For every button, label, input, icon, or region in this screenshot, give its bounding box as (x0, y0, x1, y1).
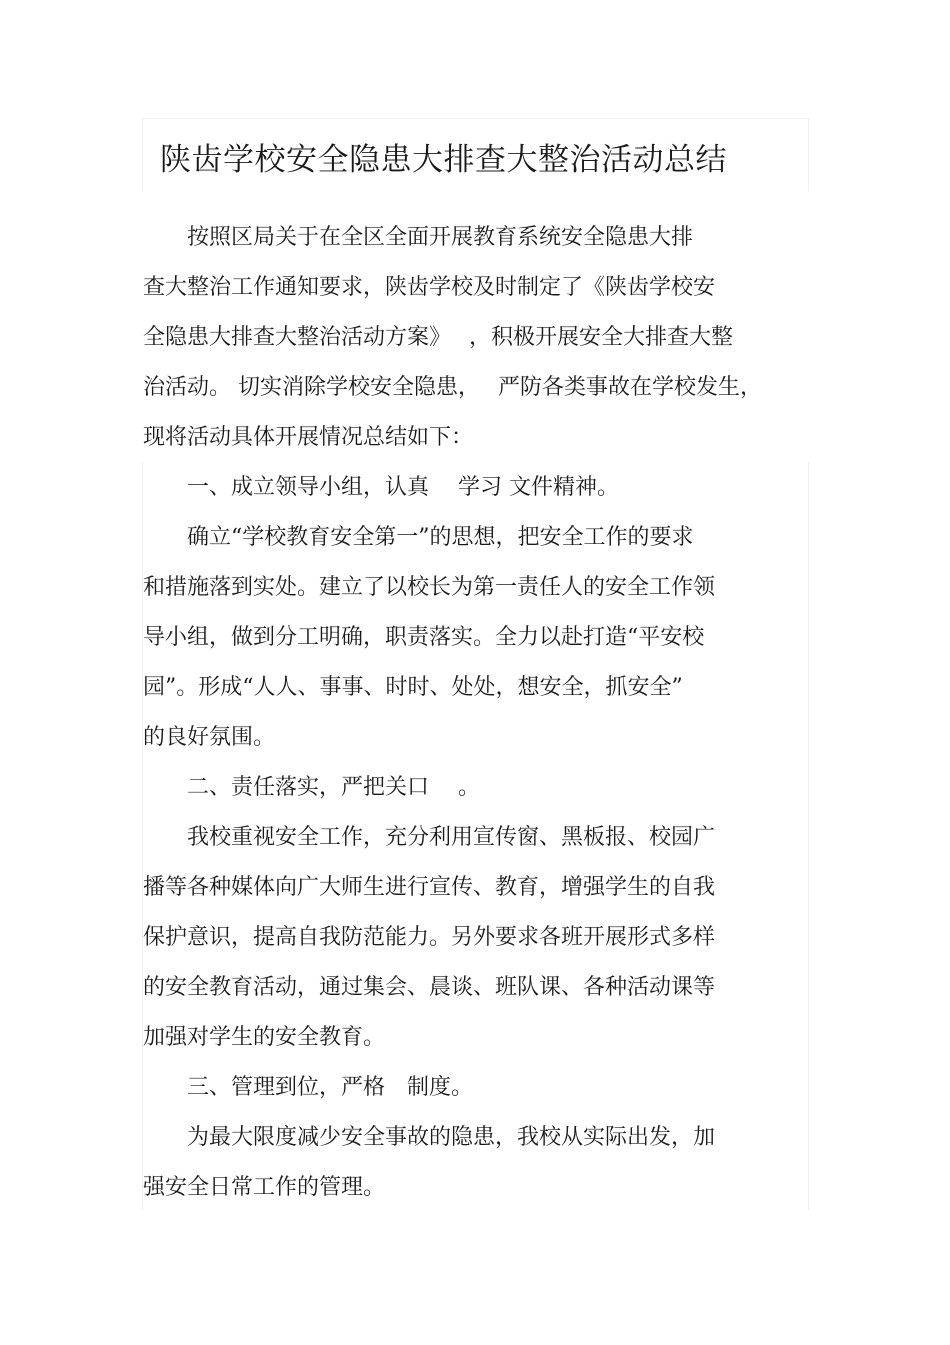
section-heading: 一、成立领导小组，认真 学习 文件精神。 (143, 475, 619, 500)
text-line: 按照区局关于在全区全面开展教育系统安全隐患大排 (143, 225, 694, 250)
text-line: 园”。形成“人人、事事、时时、处处，想安全，抓安全” (143, 675, 683, 700)
text-line: 治活动。 切实消除学校安全隐患， 严防各类事故在学校发生， (143, 375, 762, 400)
text-line: 现将活动具体开展情况总结如下： (143, 425, 474, 450)
text-line: 全隐患大排查大整治活动方案》 ，积极开展安全大排查大整 (143, 325, 733, 350)
text-line: 保护意识，提高自我防范能力。另外要求各班开展形式多样 (143, 925, 716, 950)
section-heading: 三、管理到位，严格 制度。 (143, 1075, 474, 1100)
text-line: 查大整治工作通知要求，陕齿学校及时制定了《陕齿学校安 (143, 275, 716, 300)
text-line: 的安全教育活动，通过集会、晨谈、班队课、各种活动课等 (143, 975, 716, 1000)
text-line: 为最大限度减少安全事故的隐患，我校从实际出发，加 (143, 1125, 716, 1150)
text-line: 加强对学生的安全教育。 (143, 1025, 386, 1050)
document-title: 陕齿学校安全隐患大排查大整治活动总结 (160, 142, 727, 178)
text-line: 播等各种媒体向广大师生进行宣传、教育，增强学生的自我 (143, 875, 716, 900)
text-line: 强安全日常工作的管理。 (143, 1175, 386, 1200)
text-line: 导小组，做到分工明确，职责落实。全力以赴打造“平安校 (143, 625, 705, 650)
section-heading: 二、责任落实，严把关口 。 (143, 775, 480, 800)
text-line: 的良好氛围。 (143, 725, 276, 750)
text-line: 和措施落到实处。建立了以校长为第一责任人的安全工作领 (143, 575, 716, 600)
text-line: 确立“学校教育安全第一”的思想，把安全工作的要求 (143, 525, 694, 550)
text-line: 我校重视安全工作，充分利用宣传窗、黑板报、校园广 (143, 825, 716, 850)
